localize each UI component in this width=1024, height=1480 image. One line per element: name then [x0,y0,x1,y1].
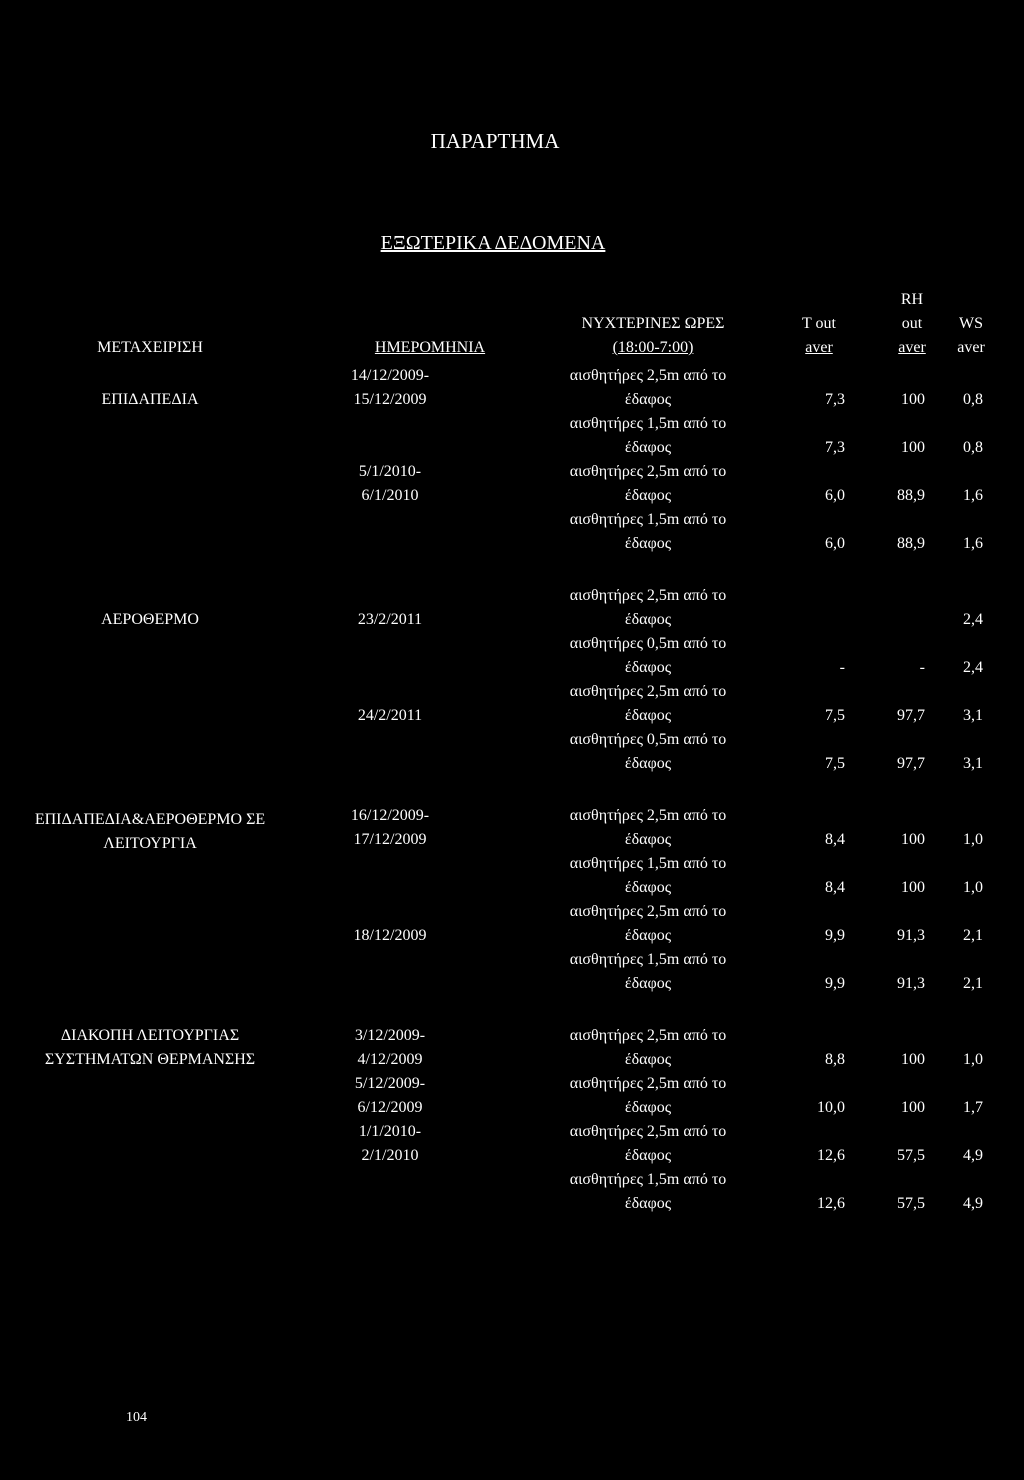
sensor-position-label: αισθητήρες 2,5m από το [569,903,727,920]
tout-value: 7,5 [825,755,845,772]
treatment-label: ΕΠΙΔΑΠΕΔΙΑ [101,391,199,408]
ws-value: 2,4 [963,659,983,676]
tout-value: 9,9 [825,927,845,944]
date-label: 23/2/2011 [357,611,423,628]
sensor-position-label: έδαφος [624,391,672,408]
sensor-position-label: έδαφος [624,975,672,992]
ws-value: 3,1 [963,707,983,724]
sensor-position-label: έδαφος [624,1195,672,1212]
rh-value: 88,9 [897,535,925,552]
tout-value: 7,3 [825,439,845,456]
date-label: 5/12/2009- [354,1075,426,1092]
sensor-position-label: έδαφος [624,879,672,896]
ws-value: 1,6 [963,535,983,552]
ws-value: 3,1 [963,755,983,772]
sensor-position-label: έδαφος [624,611,672,628]
sensor-position-label: έδαφος [624,1051,672,1068]
treatment-label: ΔΙΑΚΟΠΗ ΛΕΙΤΟΥΡΓΙΑΣ [60,1027,240,1044]
ws-value: 1,0 [963,879,983,896]
header-rh: RH [900,291,924,308]
ws-value: 1,7 [963,1099,983,1116]
sensor-position-label: αισθητήρες 2,5m από το [569,683,727,700]
sensor-position-label: αισθητήρες 2,5m από το [569,1123,727,1140]
rh-value: 91,3 [897,927,925,944]
sensor-position-label: αισθητήρες 0,5m από το [569,635,727,652]
date-label: 24/2/2011 [357,707,423,724]
ws-value: 2,1 [963,927,983,944]
rh-value: 100 [901,1051,925,1068]
tout-value: 7,5 [825,707,845,724]
date-label: 18/12/2009 [353,927,427,944]
ws-value: 4,9 [963,1195,983,1212]
sensor-position-label: αισθητήρες 1,5m από το [569,1171,727,1188]
rh-value: 100 [901,1099,925,1116]
header-night-range: (18:00-7:00) [612,339,694,356]
tout-value: 6,0 [825,487,845,504]
rh-value: 57,5 [897,1195,925,1212]
date-label: 16/12/2009- [350,807,430,824]
rh-value: 97,7 [897,707,925,724]
tout-value: 6,0 [825,535,845,552]
sensor-position-label: αισθητήρες 1,5m από το [569,511,727,528]
date-label: 6/12/2009 [357,1099,423,1116]
ws-value: 1,0 [963,1051,983,1068]
tout-value: 7,3 [825,391,845,408]
header-treatment: ΜΕΤΑΧΕΙΡΙΣΗ [97,339,203,356]
sensor-position-label: έδαφος [624,927,672,944]
ws-value: 1,0 [963,831,983,848]
header-rh-out: out [901,315,923,332]
treatment-label: ΕΠΙΔΑΠΕΔΙΑ&ΑΕΡΟΘΕΡΜΟ ΣΕ [34,811,266,828]
date-label: 3/12/2009- [354,1027,426,1044]
rh-value: - [919,659,925,676]
sensor-position-label: αισθητήρες 2,5m από το [569,587,727,604]
tout-value: 8,8 [825,1051,845,1068]
sensor-position-label: έδαφος [624,755,672,772]
header-ws-aver: aver [957,339,985,356]
ws-value: 2,1 [963,975,983,992]
header-night-hours: ΝΥΧΤΕΡΙΝΕΣ ΩΡΕΣ [581,315,725,332]
tout-value: 10,0 [817,1099,845,1116]
rh-value: 100 [901,391,925,408]
sensor-position-label: αισθητήρες 2,5m από το [569,463,727,480]
sensor-position-label: αισθητήρες 2,5m από το [569,367,727,384]
tout-value: 9,9 [825,975,845,992]
treatment-label: ΛΕΙΤΟΥΡΓΙΑ [103,835,197,852]
header-tout: T out [802,315,836,332]
sensor-position-label: έδαφος [624,439,672,456]
section-subtitle: ΕΞΩΤΕΡΙΚΑ ΔΕΔΟΜΕΝΑ [380,232,606,254]
date-label: 4/12/2009 [357,1051,423,1068]
header-ws: WS [959,315,983,332]
tout-value: - [839,659,845,676]
sensor-position-label: έδαφος [624,1147,672,1164]
header-date: ΗΜΕΡΟΜΗΝΙΑ [374,339,486,356]
tout-value: 8,4 [825,879,845,896]
ws-value: 2,4 [963,611,983,628]
sensor-position-label: αισθητήρες 1,5m από το [569,951,727,968]
date-label: 2/1/2010 [361,1147,419,1164]
tout-value: 12,6 [817,1195,845,1212]
sensor-position-label: έδαφος [624,487,672,504]
tout-value: 8,4 [825,831,845,848]
ws-value: 4,9 [963,1147,983,1164]
date-label: 17/12/2009 [353,831,427,848]
rh-value: 57,5 [897,1147,925,1164]
ws-value: 1,6 [963,487,983,504]
rh-value: 100 [901,831,925,848]
page-title: ΠΑΡΑΡΤΗΜΑ [430,129,560,153]
date-label: 15/12/2009 [353,391,427,408]
sensor-position-label: έδαφος [624,1099,672,1116]
header-tout-aver: aver [805,339,833,356]
date-label: 5/1/2010- [358,463,422,480]
sensor-position-label: έδαφος [624,659,672,676]
treatment-label: ΑΕΡΟΘΕΡΜΟ [101,611,199,628]
date-label: 6/1/2010 [361,487,419,504]
sensor-position-label: αισθητήρες 0,5m από το [569,731,727,748]
rh-value: 97,7 [897,755,925,772]
rh-value: 88,9 [897,487,925,504]
sensor-position-label: αισθητήρες 1,5m από το [569,855,727,872]
tout-value: 12,6 [817,1147,845,1164]
date-label: 1/1/2010- [358,1123,422,1140]
sensor-position-label: αισθητήρες 2,5m από το [569,807,727,824]
date-label: 14/12/2009- [350,367,430,384]
sensor-position-label: αισθητήρες 1,5m από το [569,415,727,432]
treatment-label: ΣΥΣΤΗΜΑΤΩΝ ΘΕΡΜΑΝΣΗΣ [44,1051,256,1068]
ws-value: 0,8 [963,391,983,408]
sensor-position-label: αισθητήρες 2,5m από το [569,1027,727,1044]
header-rh-aver: aver [898,339,926,356]
ws-value: 0,8 [963,439,983,456]
sensor-position-label: αισθητήρες 2,5m από το [569,1075,727,1092]
sensor-position-label: έδαφος [624,535,672,552]
rh-value: 100 [901,439,925,456]
rh-value: 100 [901,879,925,896]
rh-value: 91,3 [897,975,925,992]
sensor-position-label: έδαφος [624,707,672,724]
page-number: 104 [126,1410,147,1425]
sensor-position-label: έδαφος [624,831,672,848]
